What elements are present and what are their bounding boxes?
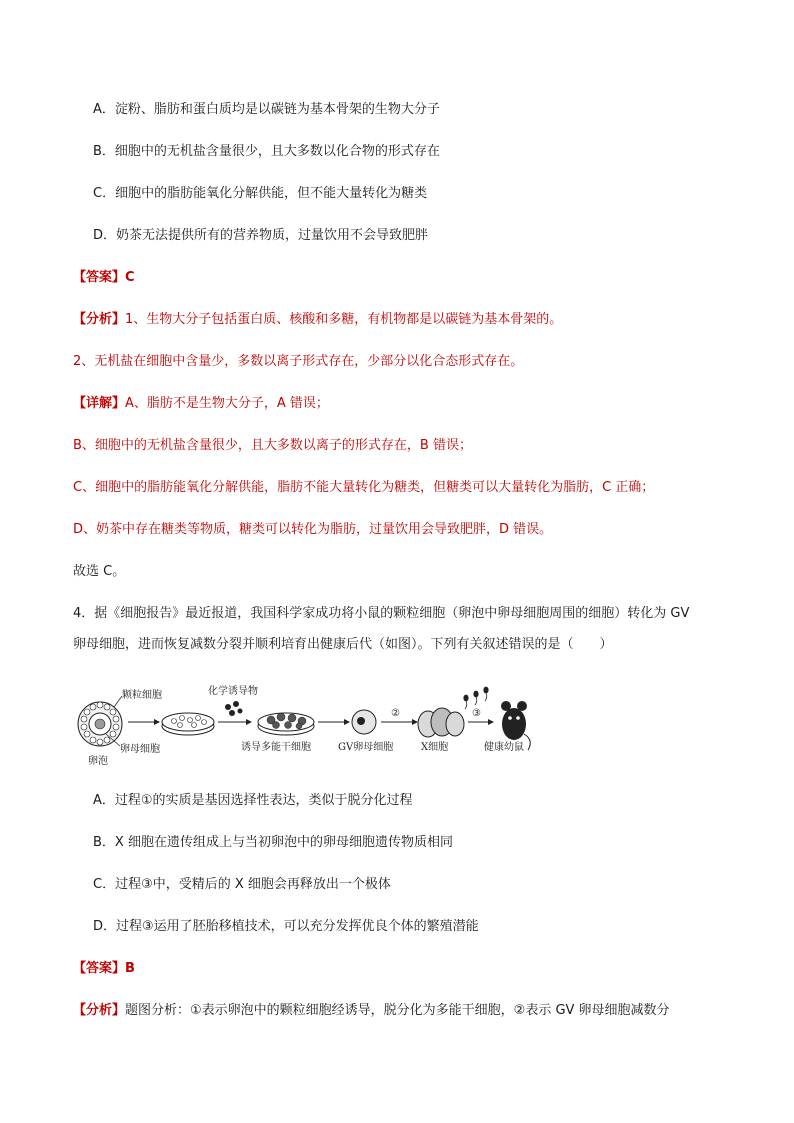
q4-option-d: D．过程③运用了胚胎移植技术，可以充分发挥优良个体的繁殖潜能 [93,919,479,934]
q4-option-a: A．过程①的实质是基因选择性表达，类似于脱分化过程 [93,793,413,808]
label-gv-oocyte: GV卵母细胞 [338,742,394,753]
q4-option-b: B．X 细胞在遗传组成上与当初卵泡中的卵母细胞遗传物质相同 [93,835,453,850]
label-follicle: 卵泡 [88,756,108,766]
q3-detail-line-2: B、细胞中的无机盐含量很少，且大多数以离子的形式存在，B 错误； [73,438,472,453]
q3-analysis-line-2: 2、无机盐在细胞中含量少，多数以离子形式存在，少部分以化合态形式存在。 [73,354,524,369]
label-healthy-mouse: 健康幼鼠 [484,742,524,753]
analysis-tag: 【分析】 [73,1003,126,1018]
step-3-label: ③ [472,708,481,719]
chemical-inducer-icon [225,701,243,716]
culture-dish-icon [162,713,214,735]
arrow-icon [468,719,494,725]
q3-detail-line-1 [73,395,329,413]
q3-option-b: B．细胞中的无机盐含量很少，且大多数以化合物的形式存在 [93,144,440,159]
arrow-icon [128,719,160,725]
q4-option-c: C．过程③中，受精后的 X 细胞会再释放出一个极体 [93,877,391,892]
gv-oocyte-icon [352,710,376,734]
answer-value: C [125,270,135,285]
q3-detail-line-3: C、细胞中的脂肪能氧化分解供能，脂肪不能大量转化为糖类，但糖类可以大量转化为脂肪，C 正确； [73,480,655,495]
analysis-tag: 【分析】 [73,312,126,327]
answer-tag: 【答案】 [73,961,126,976]
arrow-icon [218,719,252,725]
follicle-illustration [78,696,122,746]
q3-detail-line-4: D、奶茶中存在糖类等物质，糖类可以转化为脂肪，过量饮用会导致肥胖，D 错误。 [73,522,553,537]
analysis-text: 1、生物大分子包括蛋白质、核酸和多糖，有机物都是以碳链为基本骨架的。 [125,312,563,327]
q3-conclusion: 故选 C。 [73,564,126,579]
detail-text: A、脂肪不是生物大分子，A 错误； [125,396,329,411]
q4-analysis-line [73,1002,670,1020]
answer-tag: 【答案】 [73,270,126,285]
q4-answer [73,960,135,978]
q4-stem-line-1: 4．据《细胞报告》最近报道，我国科学家成功将小鼠的颗粒细胞（卵泡中卵母细胞周围的细胞）转化为 GV [73,606,690,621]
answer-value: B [125,961,135,976]
arrow-icon [381,719,418,725]
label-oocyte: 卵母细胞 [120,744,160,755]
arrow-icon [318,719,350,725]
detail-tag: 【详解】 [73,396,126,411]
q3-option-c: C．细胞中的脂肪能氧化分解供能，但不能大量转化为糖类 [93,186,428,201]
x-cell-icon [418,708,464,737]
label-ipsc: 诱导多能干细胞 [241,742,311,753]
analysis-text: 题图分析：①表示卵泡中的颗粒细胞经诱导，脱分化为多能干细胞，②表示 GV 卵母细胞减数分 [125,1003,670,1018]
q4-stem-line-2: 卵母细胞，进而恢复减数分裂并顺利培育出健康后代（如图）。下列有关叙述错误的是（ ） [73,637,613,652]
sperm-icon [464,687,488,709]
label-chemical-inducer: 化学诱导物 [208,686,258,697]
label-x-cell: X细胞 [421,742,449,753]
label-granulosa-cell: 颗粒细胞 [122,690,162,701]
process-figure [76,684,536,766]
ipsc-dish-icon [258,713,314,735]
q3-option-a: A．淀粉、脂肪和蛋白质均是以碳链为基本骨架的生物大分子 [93,102,440,117]
q3-answer [73,269,135,287]
step-2-label: ② [391,708,400,719]
q3-analysis-line-1 [73,311,562,329]
q3-option-d: D．奶茶无法提供所有的营养物质，过量饮用不会导致肥胖 [93,228,429,243]
